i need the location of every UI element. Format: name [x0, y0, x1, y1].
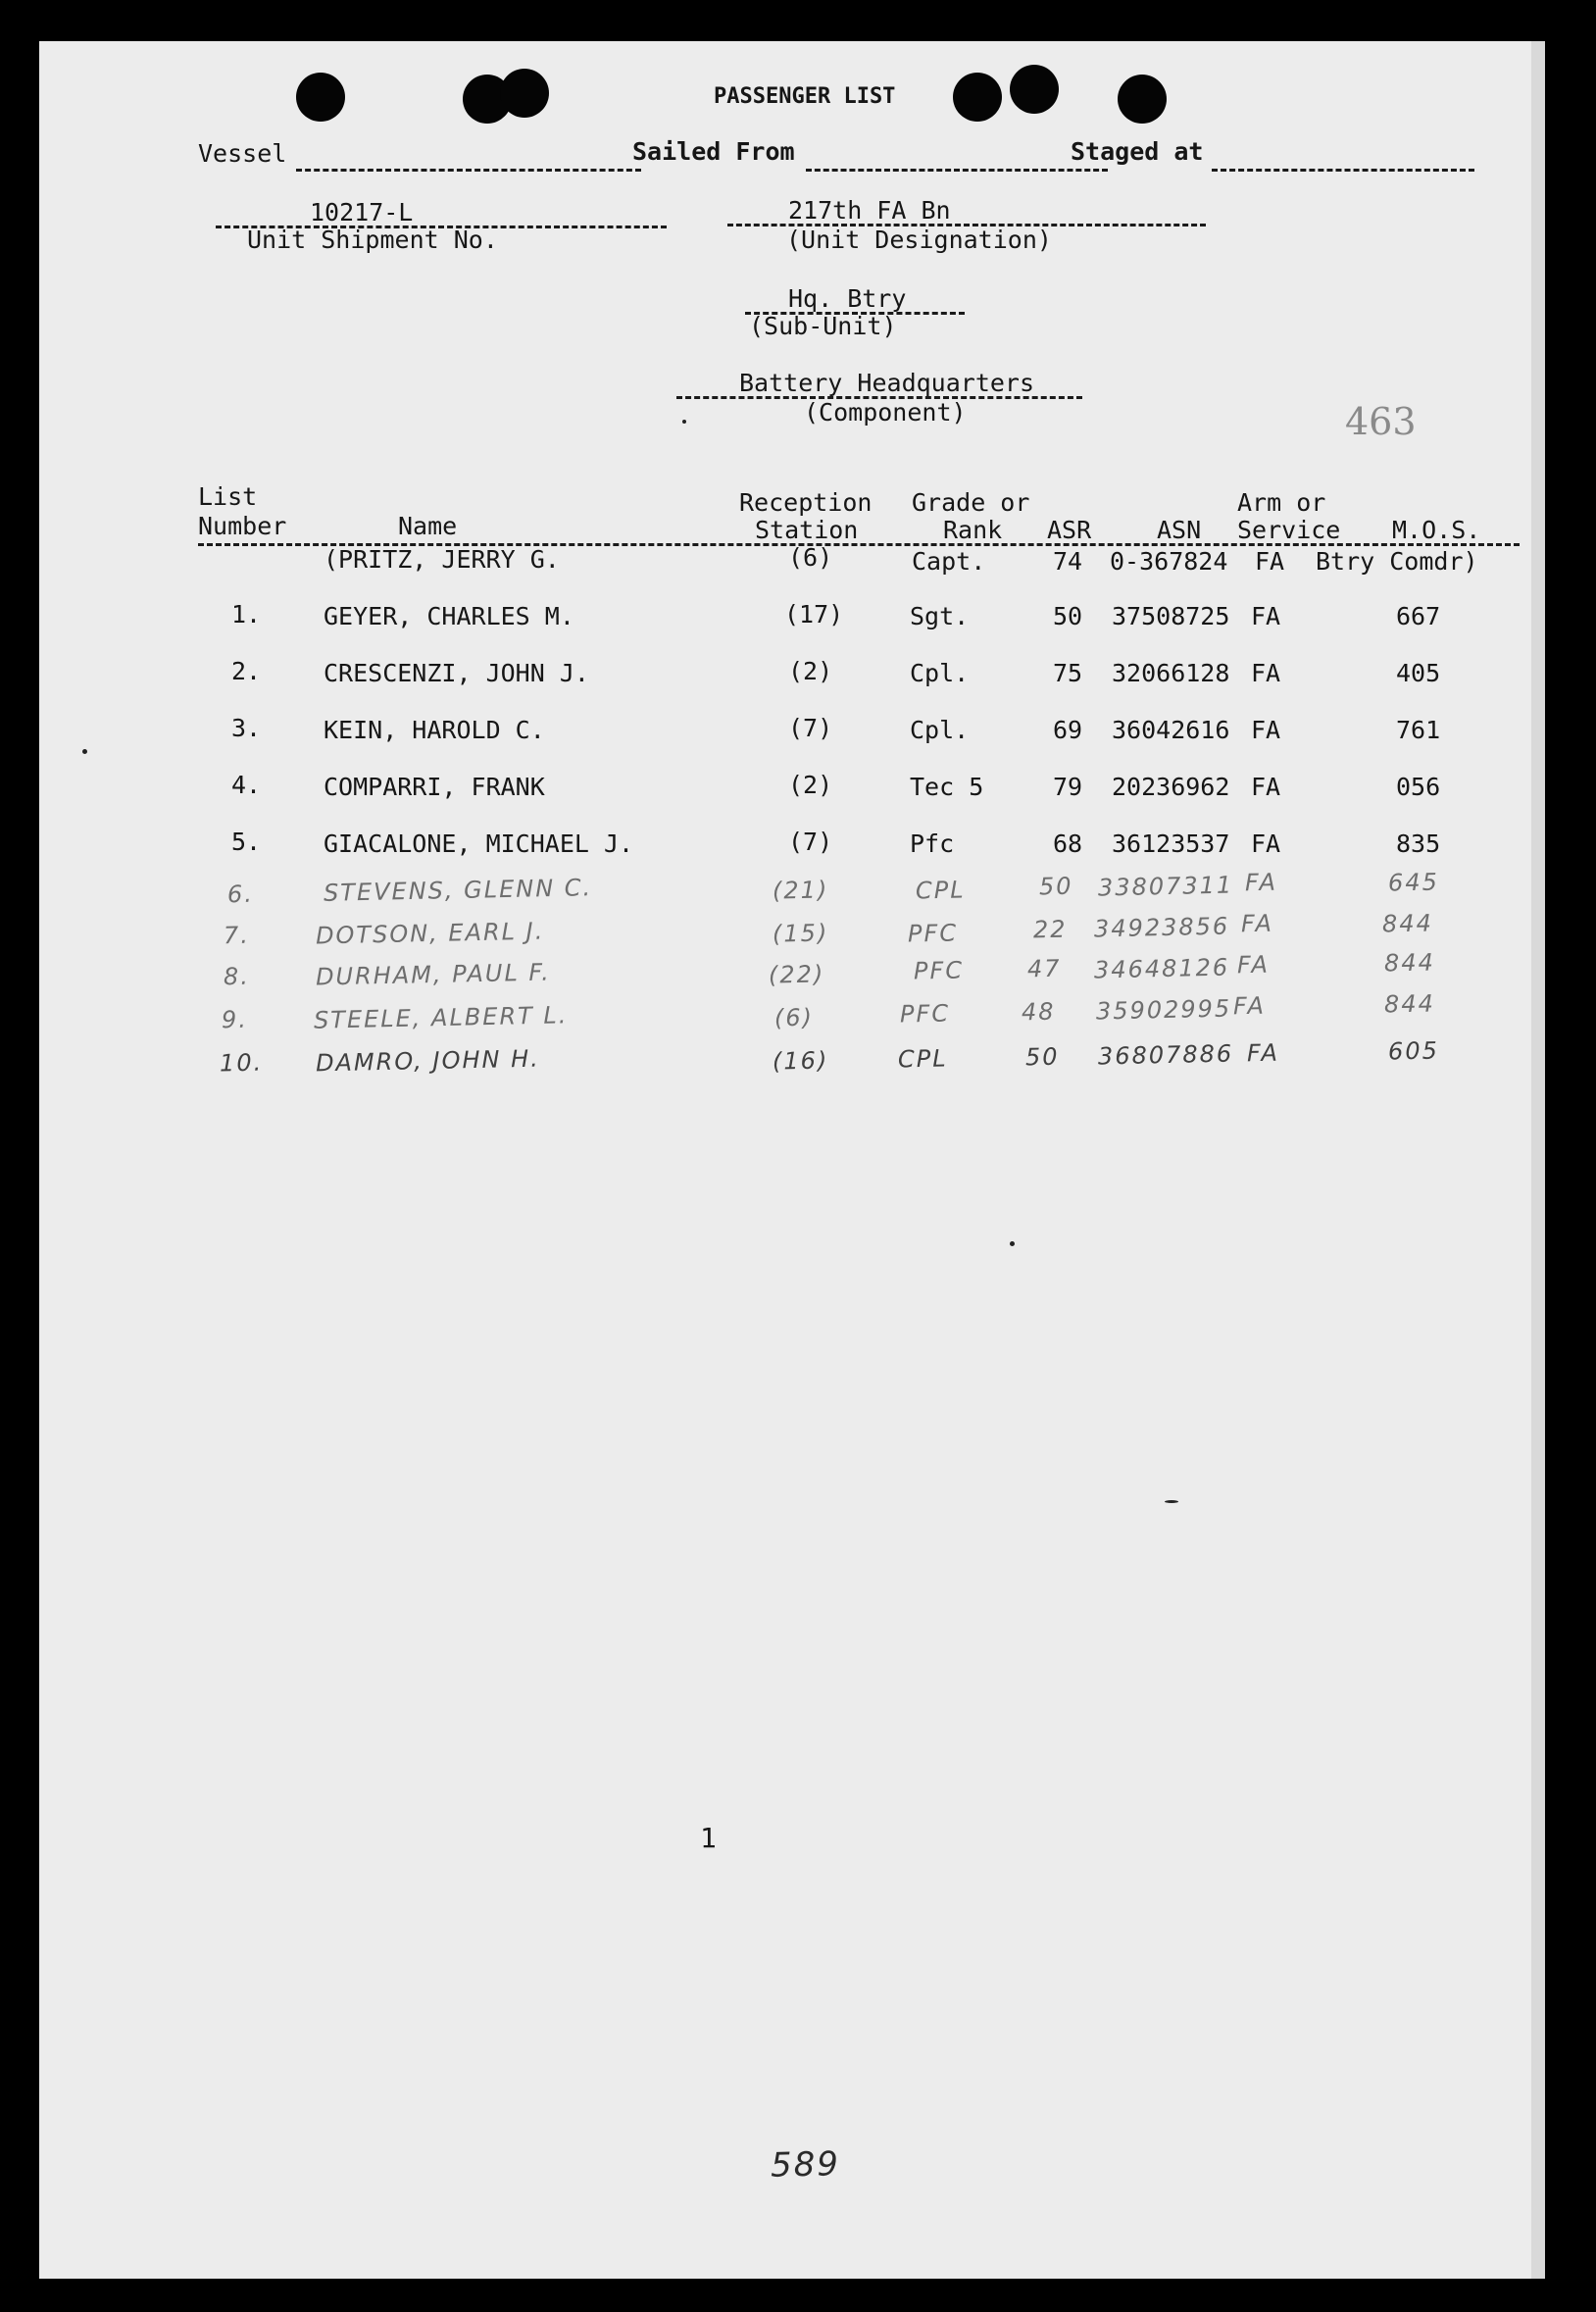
hw-asn: 36807886	[1097, 1039, 1234, 1071]
row-mos: 835	[1396, 829, 1441, 858]
row-number: 4.	[231, 771, 262, 799]
hw-asr: 48	[1021, 997, 1056, 1027]
row-mos: 667	[1396, 602, 1441, 630]
row-arm: FA	[1251, 773, 1281, 801]
col-asn: ASN	[1157, 516, 1202, 544]
hw-number: 7.	[223, 921, 251, 950]
row-rank: Tec 5	[910, 773, 984, 801]
punch-hole	[500, 69, 549, 118]
document-title: PASSENGER LIST	[714, 84, 896, 109]
hw-station: (6)	[773, 1003, 815, 1032]
hw-rank: PFC	[907, 919, 959, 948]
row-station: (7)	[788, 828, 833, 856]
hw-asr: 50	[1024, 1042, 1060, 1072]
hw-number: 10.	[219, 1048, 264, 1078]
row-arm: FA	[1251, 716, 1281, 744]
hw-rank: CPL	[897, 1044, 948, 1074]
hw-mos: 844	[1383, 989, 1436, 1019]
hw-number: 8.	[223, 962, 251, 991]
row-rank: Cpl.	[910, 716, 970, 744]
row-asn: 37508725	[1112, 602, 1230, 630]
hw-arm: FA	[1246, 1038, 1280, 1068]
staged-at-field-line	[1212, 169, 1474, 172]
col-reception-line2: Station	[755, 516, 859, 544]
speck-mark	[1165, 1500, 1178, 1503]
component-label: (Component)	[804, 398, 967, 427]
punch-hole	[296, 73, 345, 122]
hw-arm: FA	[1236, 950, 1271, 980]
hw-name: DOTSON, EARL J.	[315, 917, 545, 950]
col-list-number-line1: List	[198, 482, 258, 511]
hw-name: DURHAM, PAUL F.	[315, 958, 552, 991]
hw-asr: 22	[1032, 915, 1068, 944]
row-station: (17)	[784, 600, 844, 628]
officer-asr: 74	[1053, 547, 1083, 576]
row-rank: Cpl.	[910, 659, 970, 687]
vessel-field-line	[296, 169, 641, 172]
row-asn: 36042616	[1112, 716, 1230, 744]
row-mos: 405	[1396, 659, 1441, 687]
hw-name: STEVENS, GLENN C.	[323, 874, 593, 907]
row-asn: 20236962	[1112, 773, 1230, 801]
document-page	[39, 41, 1531, 2279]
row-arm: FA	[1251, 829, 1281, 858]
row-station: (2)	[788, 771, 833, 799]
punch-hole	[1118, 75, 1167, 124]
row-mos: 056	[1396, 773, 1441, 801]
row-rank: Sgt.	[910, 602, 970, 630]
row-rank: Pfc	[910, 829, 955, 858]
unit-shipment-number: 10217-L	[310, 198, 414, 226]
hw-number: 9.	[221, 1005, 249, 1034]
col-grade-line1: Grade or	[912, 488, 1030, 517]
unit-designation-label: (Unit Designation)	[786, 226, 1052, 254]
row-number: 1.	[231, 600, 262, 628]
unit-shipment-label: Unit Shipment No.	[247, 226, 498, 254]
row-asr: 50	[1053, 602, 1083, 630]
col-mos: M.O.S.	[1392, 516, 1481, 544]
row-arm: FA	[1251, 602, 1281, 630]
punch-hole	[1010, 65, 1059, 114]
speck-mark	[82, 749, 87, 754]
hw-mos: 645	[1387, 868, 1440, 897]
hw-name: STEELE, ALBERT L.	[313, 1001, 569, 1034]
sailed-from-field-line	[806, 169, 1108, 172]
speck-mark	[1010, 1241, 1015, 1246]
row-arm: FA	[1251, 659, 1281, 687]
hw-asn: 35902995	[1095, 994, 1232, 1026]
hw-name: DAMRO, JOHN H.	[315, 1044, 541, 1078]
row-number: 3.	[231, 714, 262, 742]
officer-arm: FA	[1255, 547, 1285, 576]
officer-asn: 0-367824	[1110, 547, 1228, 576]
row-number: 5.	[231, 828, 262, 856]
col-name: Name	[398, 512, 458, 540]
speck-mark	[682, 420, 686, 424]
row-asr: 68	[1053, 829, 1083, 858]
component-value: Battery Headquarters	[739, 369, 1035, 397]
sub-unit-label: (Sub-Unit)	[749, 312, 897, 340]
hw-arm: FA	[1240, 909, 1274, 938]
hw-asn: 34648126	[1093, 953, 1230, 984]
hw-mos: 844	[1381, 909, 1434, 938]
row-name: COMPARRI, FRANK	[324, 773, 545, 801]
hw-asn: 33807311	[1097, 871, 1234, 902]
hw-station: (22)	[768, 960, 825, 989]
sailed-from-label: Sailed From	[632, 137, 795, 166]
col-arm-line1: Arm or	[1237, 488, 1326, 517]
row-station: (7)	[788, 714, 833, 742]
hw-rank: PFC	[899, 999, 951, 1029]
page-number: 1	[700, 1822, 717, 1854]
hw-asn: 34923856	[1093, 912, 1230, 943]
row-asn: 32066128	[1112, 659, 1230, 687]
hw-arm: FA	[1244, 868, 1278, 897]
punch-hole	[953, 73, 1002, 122]
row-asr: 75	[1053, 659, 1083, 687]
row-asn: 36123537	[1112, 829, 1230, 858]
hw-mos: 844	[1383, 948, 1436, 978]
hw-arm: FA	[1232, 991, 1267, 1021]
row-mos: 761	[1396, 716, 1441, 744]
stamp-number: 463	[1345, 400, 1417, 443]
hw-asr: 50	[1038, 872, 1073, 901]
row-name: GEYER, CHARLES M.	[324, 602, 574, 630]
page-edge	[1531, 41, 1545, 2279]
row-asr: 69	[1053, 716, 1083, 744]
col-reception-line1: Reception	[739, 488, 873, 517]
hw-rank: PFC	[913, 956, 965, 985]
officer-station: (6)	[788, 543, 833, 572]
col-arm-line2: Service	[1237, 516, 1341, 544]
hw-rank: CPL	[915, 876, 966, 905]
col-asr: ASR	[1047, 516, 1092, 544]
hw-mos: 605	[1387, 1036, 1440, 1066]
officer-rank: Capt.	[912, 547, 986, 576]
vessel-label: Vessel	[198, 139, 287, 168]
sub-unit-value: Hq. Btry	[788, 284, 907, 313]
row-name: CRESCENZI, JOHN J.	[324, 659, 589, 687]
row-asr: 79	[1053, 773, 1083, 801]
hw-station: (21)	[772, 876, 829, 905]
hw-number: 6.	[226, 880, 255, 909]
hw-station: (16)	[772, 1046, 829, 1076]
row-name: KEIN, HAROLD C.	[324, 716, 545, 744]
officer-name: (PRITZ, JERRY G.	[324, 545, 560, 574]
officer-role: Btry Comdr)	[1316, 547, 1478, 576]
row-name: GIACALONE, MICHAEL J.	[324, 829, 634, 858]
unit-designation: 217th FA Bn	[788, 196, 951, 225]
col-grade-line2: Rank	[943, 516, 1003, 544]
row-number: 2.	[231, 657, 262, 685]
col-list-number-line2: Number	[198, 512, 287, 540]
row-station: (2)	[788, 657, 833, 685]
hw-station: (15)	[772, 919, 829, 948]
hw-asr: 47	[1026, 954, 1062, 983]
staged-at-label: Staged at	[1071, 137, 1204, 166]
frame-number: 589	[770, 2144, 841, 2186]
